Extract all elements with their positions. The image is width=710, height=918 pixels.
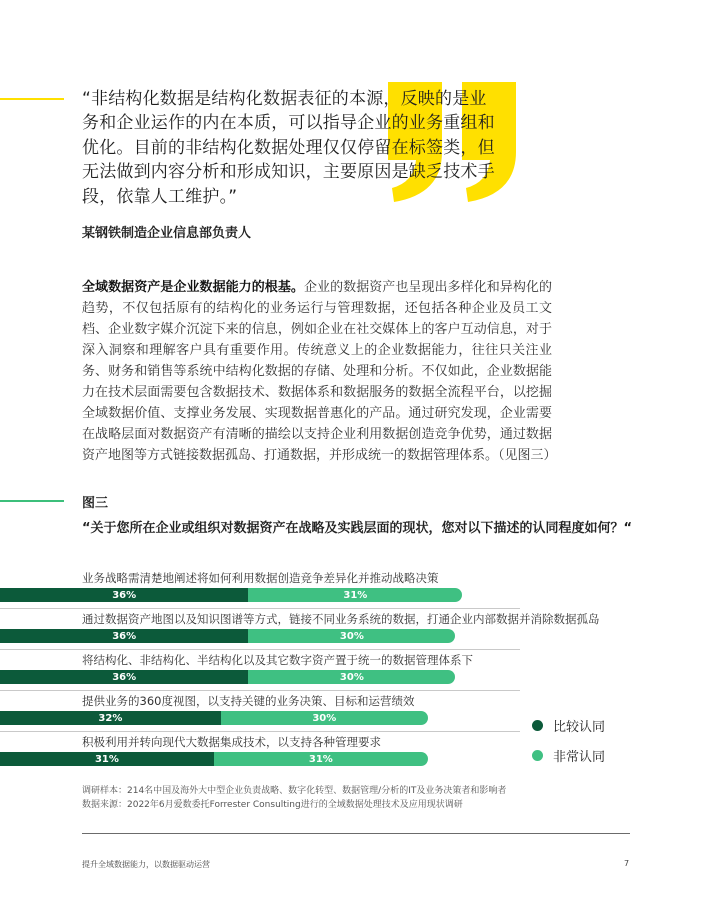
yellow-accent-line: [0, 98, 64, 100]
quote-attribution: 某钢铁制造企业信息部负责人: [82, 226, 252, 241]
statement-label: 提供业务的360度视图，以支持关键的业务决策、目标和运营绩效: [82, 694, 415, 708]
legend-label: 非常认同: [553, 750, 606, 765]
statement-label: 将结构化、非结构化、半结构化以及其它数字资产置于统一的数据管理体系下: [82, 653, 473, 667]
data-label: 36%: [112, 671, 137, 683]
survey-question: “关于您所在企业或组织对数据资产在战略及实践层面的现状，您对以下描述的认同程度如何？“: [82, 521, 633, 536]
green-accent-line: [0, 500, 64, 502]
row-divider: [0, 608, 520, 609]
footer-title: 提升全域数据能力，以数据驱动运营: [82, 860, 210, 869]
body-text: 企业的数据资产也呈现出多样化和异构化的趋势，不仅包括原有的结构化的业务运行与管理数据，还包括各种企业及员工文档、企业数字媒介沉淀下来的信息，例如企业在社交媒体上的客户互动信息，对于深入洞察和理解客户具有重要作用。传统意义上的企业数据能力，往往只关注业务、财务和销售等系统中结构化数据的存储、处理和分析。不仅如此，企业数据能力在技术层面需要包含数据技术、数据体系和数据服务的数据全流程平台，以挖掘全域数据价值、支撑业务发展、实现数据普惠化的产品。通过研究发现，企业需要在战略层面对数据资产有清晰的描绘以支持企业利用数据创造竞争优势，通过数据资产地图等方式链接数据孤岛、打通数据，并形成统一的数据管理体系。（见图三）: [82, 280, 557, 463]
data-label: 31%: [94, 753, 119, 765]
bar-segment-agree: [0, 629, 248, 643]
bar-segment-strongly-agree: [214, 752, 428, 766]
body-paragraph: [82, 277, 557, 466]
bar-row: [0, 629, 455, 643]
bar-row: [0, 588, 462, 602]
data-label: 30%: [339, 671, 364, 683]
data-label: 30%: [312, 712, 337, 724]
data-label: 36%: [112, 630, 137, 642]
data-label: 32%: [98, 712, 123, 724]
bar-segment-agree: [0, 670, 248, 684]
row-divider: [0, 690, 520, 691]
legend-dot-dark: [532, 720, 543, 731]
page-number: 7: [624, 859, 630, 868]
figure-label: 图三: [82, 496, 109, 511]
pull-quote: “非结构化数据是结构化数据表征的本源，反映的是业务和企业运作的内在本质，可以指导企业的业务重组和优化。目前的非结构化数据处理仅仅停留在标签类，但无法做到内容分析和形成知识，主要原因是缺乏技术手段，依靠人工维护。”: [82, 89, 495, 207]
row-divider: [0, 649, 520, 650]
bar-segment-agree: [0, 711, 221, 725]
bar-row: [0, 670, 455, 684]
bar-segment-strongly-agree: [248, 588, 462, 602]
legend-label: 比较认同: [553, 720, 606, 735]
data-source-note: 数据来源：2022年6月爱数委托Forrester Consulting进行的全域数据处理技术及应用现状调研: [82, 800, 463, 810]
data-label: 36%: [112, 589, 137, 601]
statement-label: 积极利用并转向现代大数据集成技术，以支持各种管理要求: [82, 735, 381, 749]
bar-segment-strongly-agree: [248, 670, 455, 684]
data-label: 31%: [308, 753, 333, 765]
bar-segment-agree: [0, 752, 214, 766]
bar-row: [0, 711, 428, 725]
bar-row: [0, 752, 428, 766]
legend-dot-light: [532, 750, 543, 761]
bar-segment-agree: [0, 588, 248, 602]
body-lead: 全域数据资产是企业数据能力的根基。: [82, 280, 304, 295]
survey-sample-note: 调研样本：214名中国及海外大中型企业负责战略、数字化转型、数据管理/分析的IT及业务决策者和影响者: [82, 786, 507, 796]
data-label: 30%: [339, 630, 364, 642]
statement-label: 通过数据资产地图以及知识图谱等方式，链接不同业务系统的数据，打通企业内部数据并消除数据孤岛: [82, 612, 600, 626]
legend-item-strongly-agree: [532, 746, 605, 765]
bar-segment-strongly-agree: [248, 629, 455, 643]
data-label: 31%: [343, 589, 368, 601]
row-divider: [0, 731, 520, 732]
footer-rule: [82, 833, 630, 834]
bar-segment-strongly-agree: [221, 711, 428, 725]
statement-label: 业务战略需清楚地阐述将如何利用数据创造竞争差异化并推动战略决策: [82, 571, 439, 585]
legend-item-agree: [532, 716, 605, 735]
